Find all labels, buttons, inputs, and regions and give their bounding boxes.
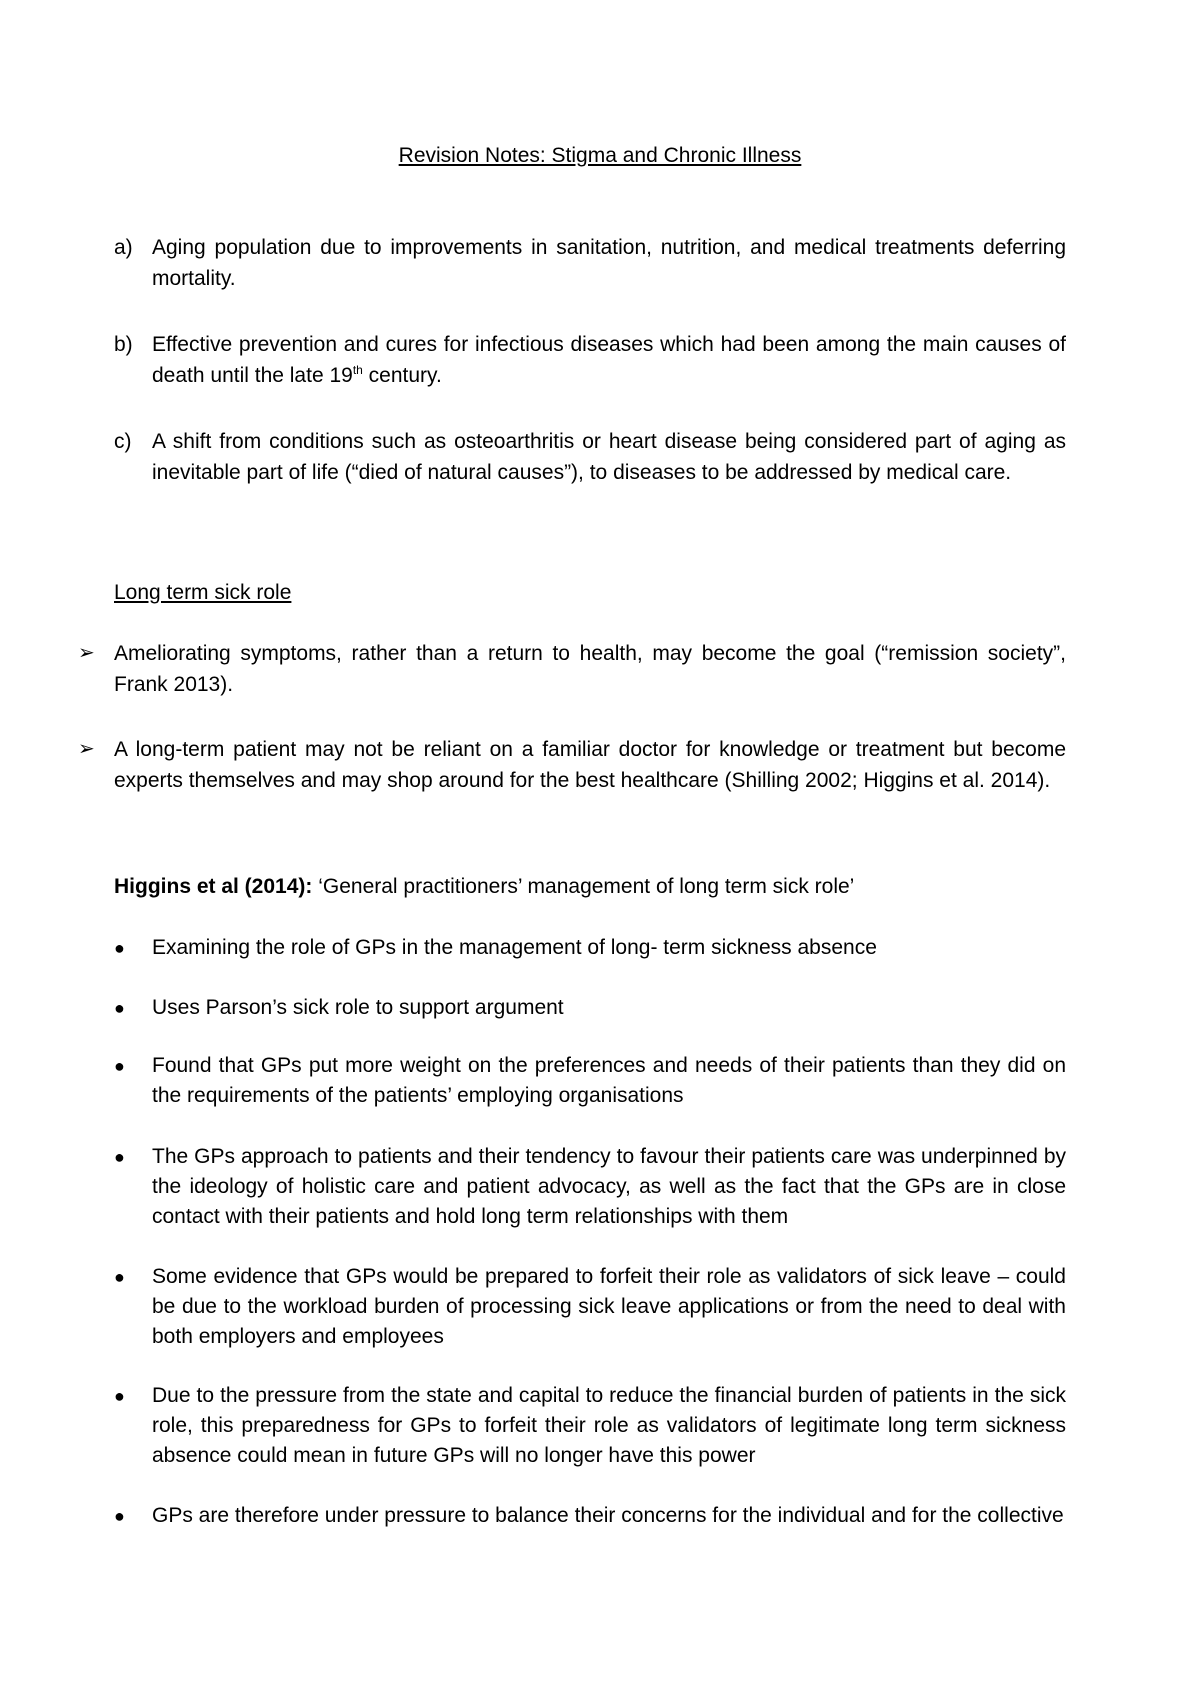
list-item-text: GPs are therefore under pressure to balance their concerns for the individual and for the collective [152,1504,1064,1527]
list-item [78,734,1066,796]
list-item-text: Due to the pressure from the state and capital to reduce the financial burden of patients in the sick role, this preparedness for GPs to forfeit their role as validators of legitimate long term sickness absence could mean in future GPs will no longer have this power [152,1384,1066,1467]
list-item-text: Aging population due to improvements in sanitation, nutrition, and medical treatments deferring mortality. [152,236,1066,290]
list-marker: c) [114,430,132,453]
list-item-text: Ameliorating symptoms, rather than a return to health, may become the goal (“remission society”, Frank 2013). [114,642,1066,696]
list-item-text: Some evidence that GPs would be prepared to forfeit their role as validators of sick leave – could be due to the workload burden of processing sick leave applications or from the need to deal with both employers and employees [152,1265,1066,1348]
arrow-bullet-icon: ➢ [78,738,95,760]
section-heading: Long term sick role [114,581,292,604]
study-author: Higgins et al (2014): [114,875,313,898]
bullet-icon: ● [114,938,125,958]
list-item [114,1381,1066,1471]
list-item [114,1501,1066,1531]
list-item [114,329,1066,391]
bullet-icon: ● [114,1386,125,1406]
bullet-icon: ● [114,1506,125,1526]
list-item-text [152,329,1066,391]
list-item [114,426,1066,488]
list-item [114,1051,1066,1111]
list-item [114,933,1066,963]
list-item [114,993,1066,1023]
list-item-text: A long-term patient may not be reliant on a familiar doctor for knowledge or treatment but become experts themselves and may shop around for the best healthcare (Shilling 2002; Higgins et al. 2014). [114,738,1066,792]
page-title: Revision Notes: Stigma and Chronic Illness [398,144,802,167]
list-marker: a) [114,236,133,259]
list-item-text-main: Effective prevention and cures for infectious diseases which had been among the main causes of death until the late 19 [152,333,1066,387]
list-item [114,1142,1066,1232]
bullet-icon: ● [114,998,125,1018]
list-item-text-end: century. [362,364,442,387]
list-marker: b) [114,333,133,356]
bullet-icon: ● [114,1056,125,1076]
list-item-text: Uses Parson’s sick role to support argument [152,996,564,1019]
study-title: ‘General practitioners’ management of long term sick role’ [312,875,855,898]
list-item [114,232,1066,294]
list-item [78,638,1066,700]
arrow-bullet-icon: ➢ [78,642,95,664]
list-item [114,1262,1066,1352]
list-item-text: The GPs approach to patients and their tendency to favour their patients care was underpinned by the ideology of holistic care and patient advocacy, as well as the fact that the GPs are in close contact with their patients and hold long term relationships with them [152,1145,1066,1228]
study-heading [114,874,854,900]
bullet-icon: ● [114,1267,125,1287]
list-item-text: Found that GPs put more weight on the preferences and needs of their patients than they did on the requirements of the patients’ employing organisations [152,1054,1066,1107]
superscript: th [352,363,363,377]
list-item-text: Examining the role of GPs in the management of long- term sickness absence [152,936,877,959]
bullet-icon: ● [114,1147,125,1167]
list-item-text: A shift from conditions such as osteoarthritis or heart disease being considered part of aging as inevitable part of life (“died of natural causes”), to diseases to be addressed by medical care. [152,430,1066,484]
